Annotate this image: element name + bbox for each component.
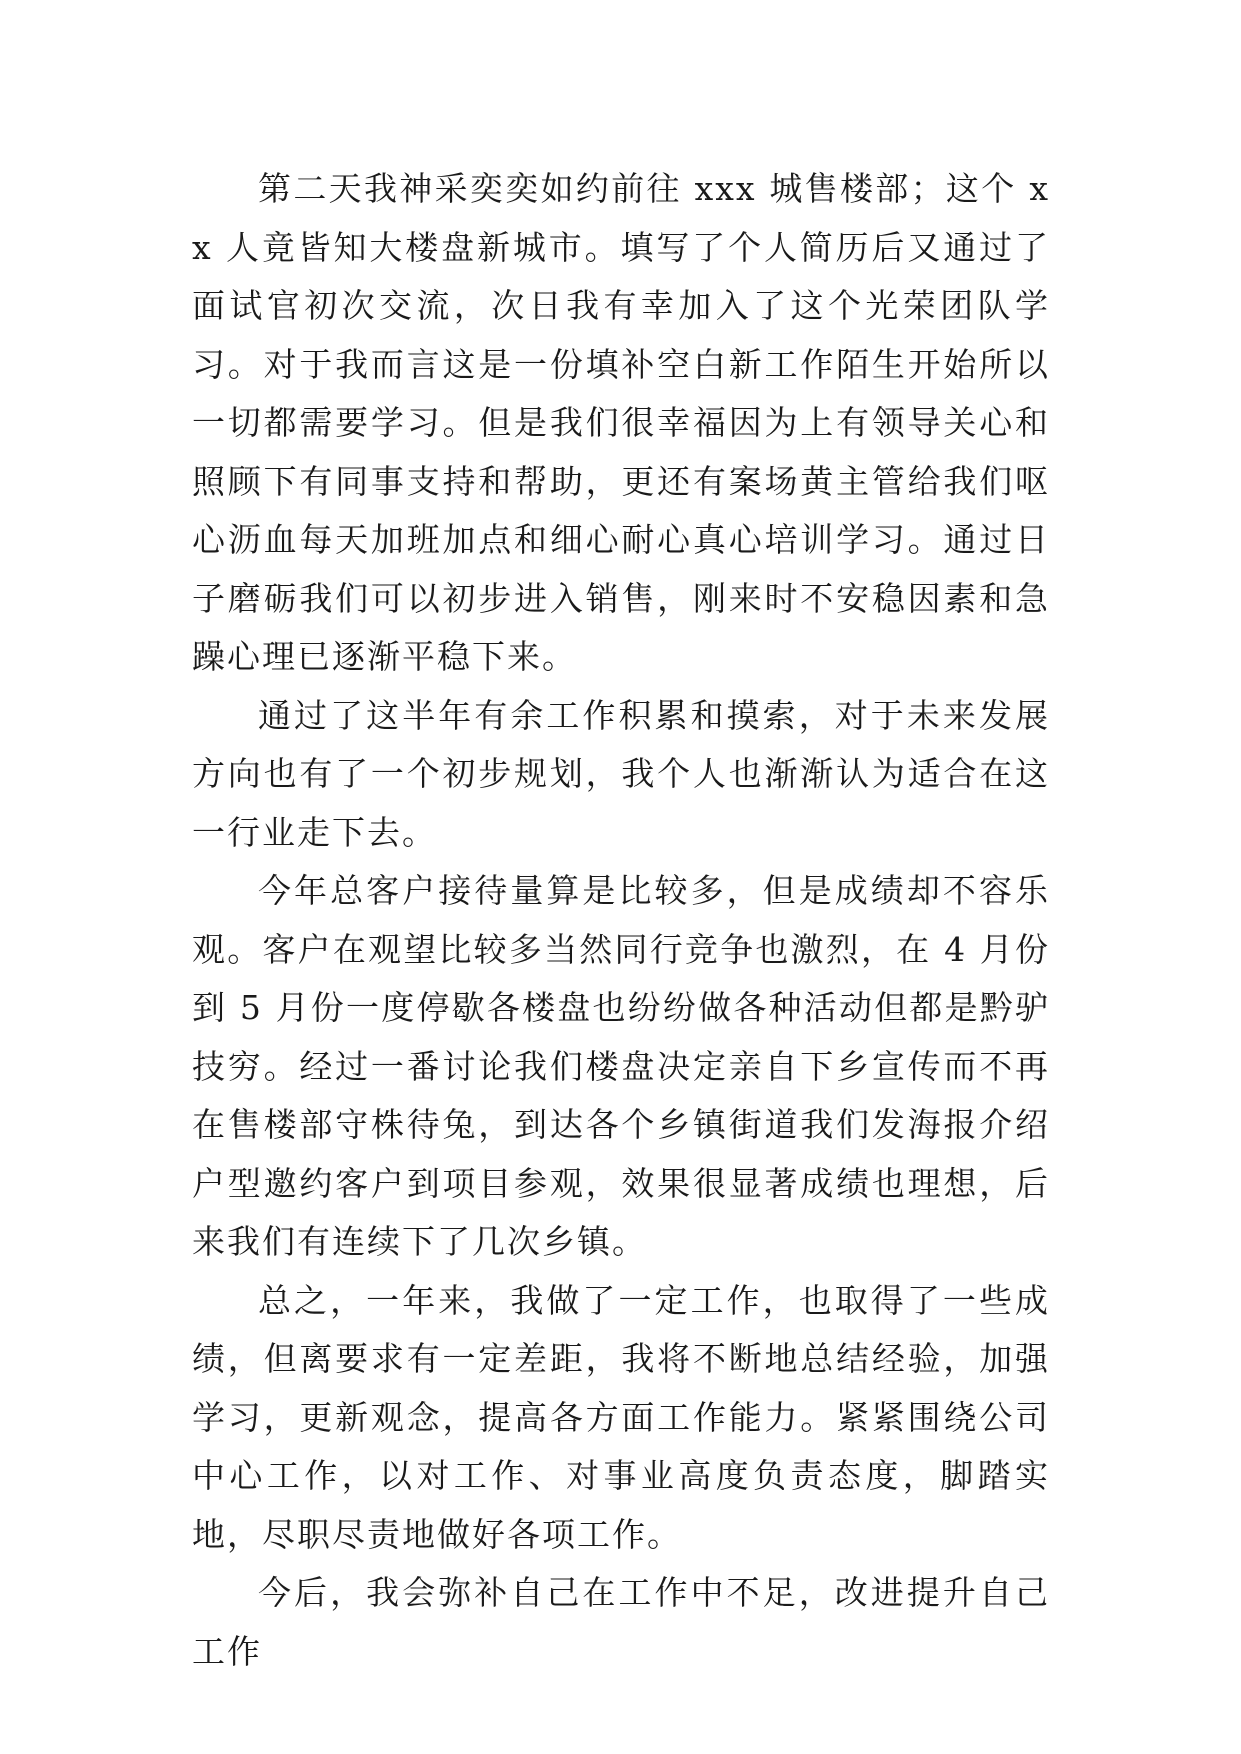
document-body (192, 160, 1050, 1681)
paragraph-2: 通过了这半年有余工作积累和摸索，对于未来发展方向也有了一个初步规划，我个人也渐渐认为适合在这一行业走下去。 (192, 695, 1050, 852)
paragraph-1: 第二天我神采奕奕如约前往 xxx 城售楼部；这个 xx 人竟皆知大楼盘新城市。填写了个人简历后又通过了 面试官初次交流，次日我有幸加入了这个光荣团队学习。对于我而言这是一份填补空白新工作陌生开始所以一切都需要学习。但是我们很幸福因为上有领导关心和照顾下有同事支持和帮助，更还有案场黄主管给我们呕心沥血每天加班加点和细心耐心真心培训学习。通过日子磨砺我们可以初步进入销售，刚来时不安稳因素和急躁心理已逐渐平稳下来。 (192, 169, 1050, 676)
paragraph-4: 总之，一年来，我做了一定工作，也取得了一些成绩，但离要求有一定差距，我将不断地总结经验，加强学习，更新观念，提高各方面工作能力。紧紧围绕公司中心工作，以对工作、对事业高度负责态度，脚踏实地，尽职尽责地做好各项工作。 (192, 1280, 1050, 1554)
paragraph-5: 今后，我会弥补自己在工作中不足，改进提升自己工作 (192, 1573, 1050, 1671)
paragraph-3: 今年总客户接待量算是比较多，但是成绩却不容乐观。客户在观望比较多当然同行竞争也激烈，在 4 月份到 5 月份一度停歇各楼盘也纷纷做各种活动但都是黔驴技穷。经过一番讨论我们楼盘决定亲自下乡宣传而不再在售楼部守株待兔，到达各个乡镇街道我们发海报介绍户型邀约客户到项目参观，效果很显著成绩也理想，后来我们有连续下了几次乡镇。 (192, 871, 1050, 1261)
